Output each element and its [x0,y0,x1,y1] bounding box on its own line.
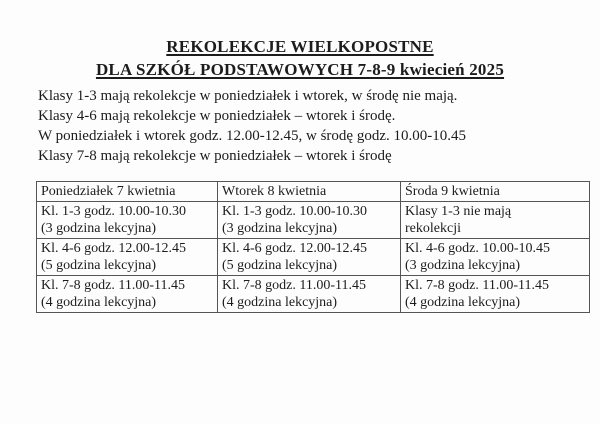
table-row-classes-7-8 [37,276,590,313]
title-line-1: REKOLEKCJE WIELKOPOSTNE [166,37,434,56]
intro-line-times: W poniedziałek i wtorek godz. 12.00-12.45, w środę godz. 10.00-10.45 [38,128,466,144]
table-header-row [37,182,590,202]
cell-line: (4 godzina lekcyjna) [222,295,338,310]
table-row-classes-1-3 [37,202,590,239]
table-cell [37,276,218,313]
header-monday: Poniedziałek 7 kwietnia [37,182,218,202]
cell-line: (4 godzina lekcyjna) [41,295,157,310]
cell-line: Kl. 1-3 godz. 10.00-10.30 [41,204,187,219]
intro-line-classes-4-6: Klasy 4-6 mają rekolekcje w poniedziałek – wtorek i środę. [38,108,396,124]
table-cell [401,276,590,313]
intro-line-classes-1-3: Klasy 1-3 mają rekolekcje w poniedziałek i wtorek, w środę nie mają. [38,88,458,104]
header-tuesday: Wtorek 8 kwietnia [218,182,401,202]
cell-line: Klasy 1-3 nie mają [405,204,512,219]
cell-line: Kl. 1-3 godz. 10.00-10.30 [222,204,368,219]
document-title [0,35,600,81]
cell-line: (5 godzina lekcyjna) [222,258,338,273]
table-cell [37,202,218,239]
title-line-2: DLA SZKÓŁ PODSTAWOWYCH 7-8-9 kwiecień 2025 [95,60,505,79]
table-cell [401,202,590,239]
cell-line: (3 godzina lekcyjna) [41,221,157,236]
cell-line: (5 godzina lekcyjna) [41,258,157,273]
cell-line: (4 godzina lekcyjna) [405,295,521,310]
header-wednesday: Środa 9 kwietnia [401,182,590,202]
intro-paragraph [38,86,588,166]
cell-line: rekolekcji [405,221,461,236]
cell-line: Kl. 4-6 godz. 12.00-12.45 [222,241,368,256]
table-cell [37,239,218,276]
cell-line: Kl. 7-8 godz. 11.00-11.45 [222,278,366,293]
table-row-classes-4-6 [37,239,590,276]
table-cell [218,202,401,239]
table-cell [401,239,590,276]
intro-line-classes-7-8: Klasy 7-8 mają rekolekcje w poniedziałek – wtorek i środę [38,148,392,164]
table-cell [218,276,401,313]
cell-line: Kl. 7-8 godz. 11.00-11.45 [41,278,185,293]
cell-line: (3 godzina lekcyjna) [405,258,521,273]
cell-line: Kl. 4-6 godz. 12.00-12.45 [41,241,187,256]
cell-line: (3 godzina lekcyjna) [222,221,338,236]
cell-line: Kl. 7-8 godz. 11.00-11.45 [405,278,549,293]
schedule-table [36,181,590,313]
table-cell [218,239,401,276]
cell-line: Kl. 4-6 godz. 10.00-10.45 [405,241,551,256]
